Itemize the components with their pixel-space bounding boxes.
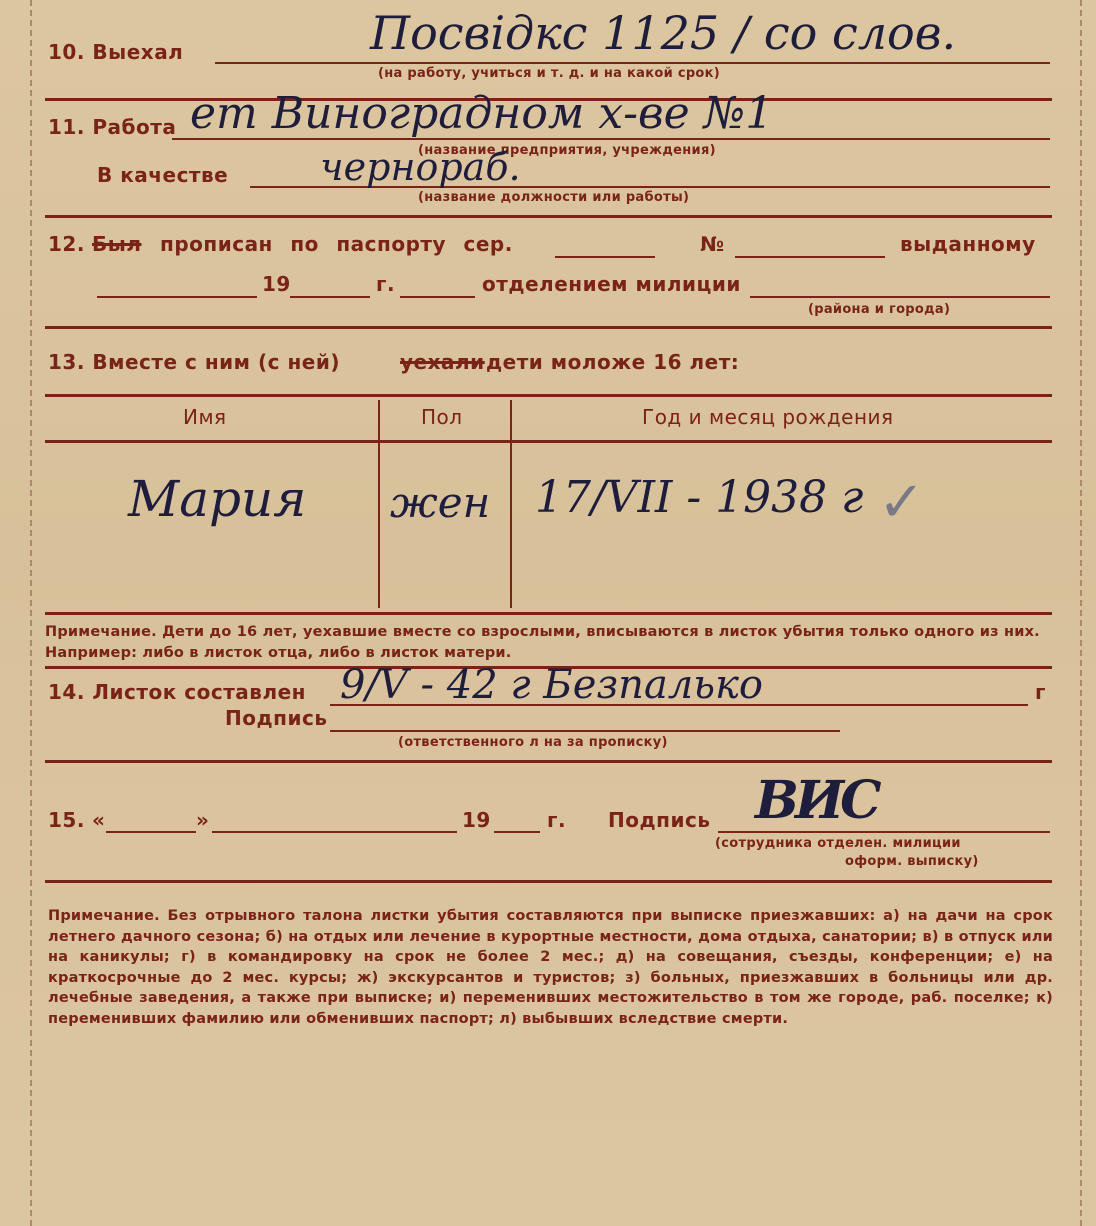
section12-text: прописан по паспорту сер. <box>160 232 513 256</box>
section11-caption: (название предприятия, учреждения) <box>418 143 716 158</box>
section12-gap-line <box>400 296 475 298</box>
section10-line <box>215 62 1050 64</box>
section14-suffix: г <box>1035 680 1046 704</box>
section15-quote-open: « <box>92 808 106 832</box>
section11-handwritten: ет Виноградном х-ве №1 <box>190 88 774 139</box>
table-header-name: Имя <box>183 405 227 429</box>
table-row-sex: жен <box>390 478 491 527</box>
section12-year-prefix: 19 <box>262 272 291 296</box>
section13-tail: дети моложе 16 лет: <box>486 350 740 374</box>
section11-label: 11. Работа <box>48 115 177 139</box>
table-bottom-rule <box>45 612 1052 615</box>
section12-police-line <box>750 296 1050 298</box>
section15-day-line <box>106 831 196 833</box>
section15-caption1: (сотрудника отделен. милиции <box>715 836 961 851</box>
section15-quote-close: » <box>196 808 210 832</box>
section12-number-line <box>735 256 885 258</box>
section14-caption: (ответственного л на за прописку) <box>398 735 668 750</box>
section14-handwritten: 9/V - 42 г Безпалько <box>340 662 764 708</box>
table-header-sex: Пол <box>421 405 463 429</box>
perforation-right <box>1080 0 1082 1226</box>
table-header-birth: Год и месяц рождения <box>642 405 894 429</box>
check-mark-icon: ✓ <box>878 470 925 535</box>
section13-label: 13. Вместе с ним (с ней) <box>48 350 340 374</box>
section15-label: 15. <box>48 808 85 832</box>
section13-note: Примечание. Дети до 16 лет, уехавшие вместе со взрослыми, вписываются в листок убытия только одного из них. Например: либо в листок отца, либо в листок матери. <box>45 624 1040 661</box>
table-header-rule <box>45 440 1052 443</box>
section11-role-label: В качестве <box>97 163 229 187</box>
table-divider-1 <box>378 400 380 608</box>
table-row-name: Мария <box>128 470 307 528</box>
section12-caption: (района и города) <box>808 302 951 317</box>
section15-caption2: оформ. выписку) <box>845 854 979 869</box>
section15-year-prefix: 19 <box>462 808 491 832</box>
footnote: Примечание. Без отрывного талона листки убытия составляются при выписке приезжавших: а) на дачи на срок летнего дачного сезона; б) на отдых или лечение в курортные местности, дома отдыха, санатории; в) в отпуск или на каникулы; г) в командировку на срок не более 2 мес.; д) на совещания, съезды, конференции; е) на краткосрочные до 2 мес. курсы; ж) экскурсантов и туристов; з) больных, приезжавших в больницы или др. лечебные заведения, а также при выписке; и) переменивших местожительство в том же городе, раб. поселке; к) переменивших фамилию или обменивших паспорт; л) выбывших вследствие смерти. <box>48 908 1053 1027</box>
section14-sign-line <box>330 730 840 732</box>
rule-3 <box>45 326 1052 329</box>
section12-struck: Был <box>92 232 142 256</box>
section15-year-suffix: г. <box>547 808 567 832</box>
section15-sign-line <box>718 831 1050 833</box>
rule-2 <box>45 215 1052 218</box>
section15-sign-label: Подпись <box>608 808 711 832</box>
section14-sign-label: Подпись <box>225 706 328 730</box>
table-row-birth: 17/VII - 1938 г <box>535 472 864 523</box>
rule-5 <box>45 760 1052 763</box>
section15-month-line <box>212 831 457 833</box>
section11-role-caption: (название должности или работы) <box>418 190 690 205</box>
section12-year-line <box>290 296 370 298</box>
section15-signature: ВИС <box>755 770 878 831</box>
table-top-rule <box>45 394 1052 397</box>
rule-6 <box>45 880 1052 883</box>
section12-series-line <box>555 256 655 258</box>
section12-police: отделением милиции <box>482 272 741 296</box>
section10-caption: (на работу, учиться и т. д. и на какой срок) <box>378 66 721 81</box>
section10-handwritten: Посвідкс 1125 / со слов. <box>370 6 957 60</box>
section12-year-suffix: г. <box>376 272 396 296</box>
section11-role-handwritten: чернораб. <box>320 145 521 189</box>
section12-label: 12. <box>48 232 85 256</box>
section15-year-line <box>494 831 540 833</box>
section12-issued: выданному <box>900 232 1036 256</box>
perforation-left <box>30 0 32 1226</box>
table-divider-2 <box>510 400 512 608</box>
section13-struck: уехали <box>400 350 485 374</box>
section12-date-line <box>97 296 257 298</box>
section12-number-label: № <box>700 232 725 256</box>
section14-label: 14. Листок составлен <box>48 680 306 704</box>
section10-label: 10. Выехал <box>48 40 184 64</box>
